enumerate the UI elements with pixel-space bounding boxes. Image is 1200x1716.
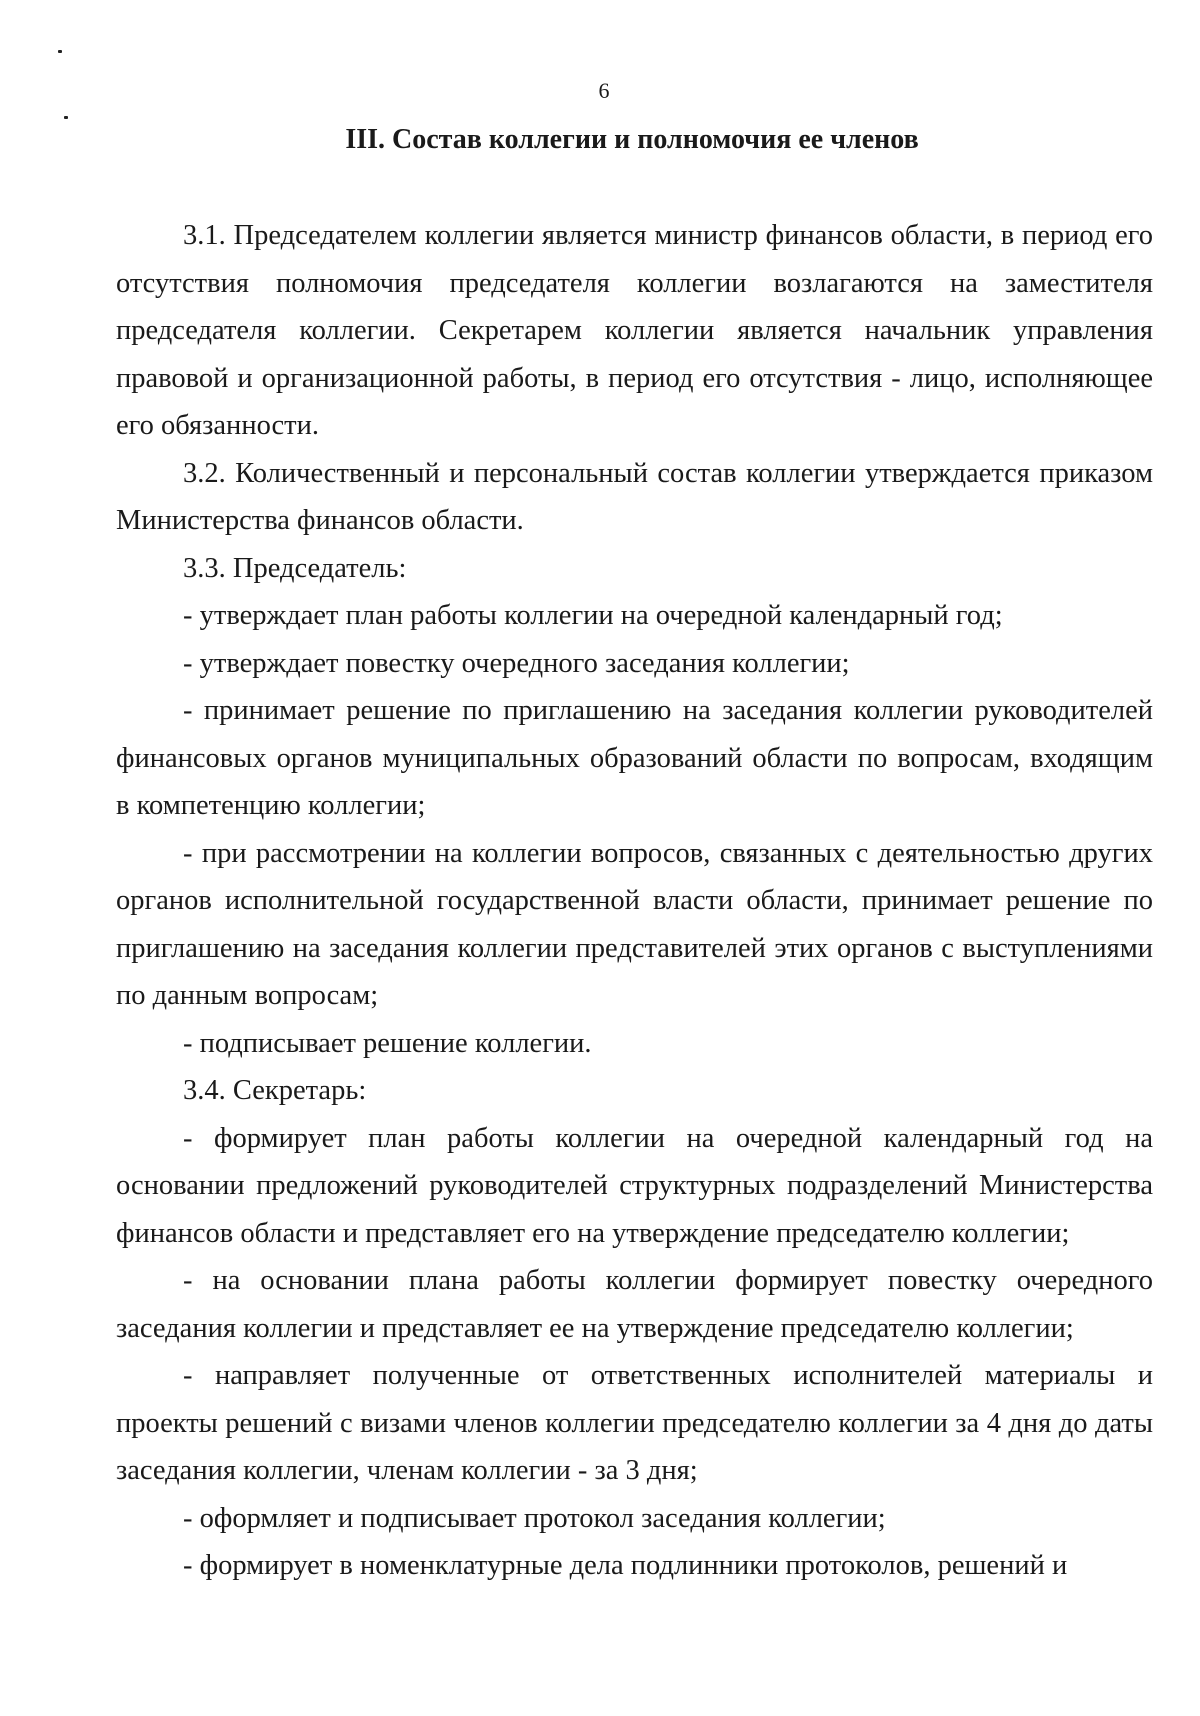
section-title: III. Состав коллегии и полномочия ее членов bbox=[345, 124, 919, 155]
document-body bbox=[116, 212, 1153, 1590]
scan-speck bbox=[58, 50, 62, 53]
list-item: - формирует план работы коллегии на очередной календарный год на основании предложений руководителей структурных подразделений Министерства финансов области и представляет его на утверждение председателю коллегии; bbox=[116, 1122, 1153, 1249]
paragraph-3-4-heading: 3.4. Секретарь: bbox=[183, 1075, 367, 1106]
list-item: - утверждает повестку очередного заседания коллегии; bbox=[183, 647, 850, 679]
list-item: - утверждает план работы коллегии на очередной календарный год; bbox=[183, 600, 1003, 631]
list-item: - подписывает решение коллегии. bbox=[183, 1027, 592, 1059]
paragraph-3-2: 3.2. Количественный и персональный состав коллегии утверждается приказом Министерства финансов области. bbox=[116, 457, 1153, 536]
list-item: - при рассмотрении на коллегии вопросов, связанных с деятельностью других органов исполнительной государственной власти области, принимает решение по приглашению на заседания коллегии представителей этих органов с выступлениями по данным вопросам; bbox=[116, 837, 1153, 1011]
list-item: - принимает решение по приглашению на заседания коллегии руководителей финансовых органов муниципальных образований области по вопросам, входящим в компетенцию коллегии; bbox=[116, 695, 1153, 821]
list-item: - оформляет и подписывает протокол заседания коллегии; bbox=[183, 1502, 886, 1534]
paragraph-3-3-heading: 3.3. Председатель: bbox=[183, 552, 407, 584]
list-item: - направляет полученные от ответственных исполнителей материалы и проекты решений с визами членов коллегии председателю коллегии за 4 дня до даты заседания коллегии, членам коллегии - за 3 дня; bbox=[116, 1360, 1153, 1486]
page-number: 6 bbox=[598, 78, 610, 103]
paragraph-3-1: 3.1. Председателем коллегии является министр финансов области, в период его отсутствия полномочия председателя коллегии возлагаются на заместителя председателя коллегии. Секретарем коллегии является начальник управления правовой и организационной работы, в период его отсутствия - лицо, исполняющее его обязанности. bbox=[116, 220, 1153, 441]
scan-speck bbox=[64, 116, 68, 119]
list-item: - на основании плана работы коллегии формирует повестку очередного заседания коллегии и представляет ее на утверждение председателю коллегии; bbox=[116, 1265, 1153, 1344]
list-item: - формирует в номенклатурные дела подлинники протоколов, решений и bbox=[183, 1550, 1068, 1581]
